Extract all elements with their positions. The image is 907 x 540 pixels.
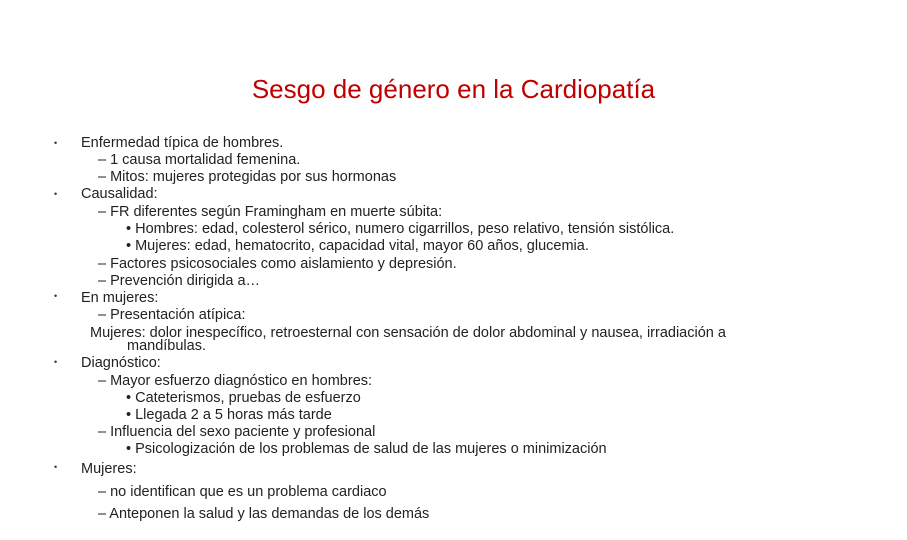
bullet-marker: • [54, 291, 58, 301]
bullet-marker: • [54, 138, 58, 148]
list-item: – Mayor esfuerzo diagnóstico en hombres: [98, 373, 373, 389]
list-item: – Factores psicosociales como aislamiento y depresión. [98, 256, 457, 272]
bullet-marker: • [54, 462, 58, 472]
list-item: Mujeres: dolor inespecífico, retroesternal con sensación de dolor abdominal y nausea, irradiación a [90, 325, 726, 341]
list-item: • Llegada 2 a 5 horas más tarde [126, 407, 332, 423]
slide-title: Sesgo de género en la Cardiopatía [251, 74, 656, 104]
list-item: • Cateterismos, pruebas de esfuerzo [126, 390, 361, 406]
list-item: – Influencia del sexo paciente y profesional [98, 424, 376, 440]
list-item: Diagnóstico: [81, 355, 161, 371]
list-item: – Presentación atípica: [98, 307, 246, 323]
list-item: – Anteponen la salud y las demandas de los demás [98, 506, 430, 522]
list-item: • Psicologización de los problemas de salud de las mujeres o minimización [126, 441, 607, 457]
list-item: • Hombres: edad, colesterol sérico, numero cigarrillos, peso relativo, tensión sistólica. [126, 221, 675, 237]
list-item: En mujeres: [81, 290, 159, 306]
list-item: Mujeres: [81, 461, 137, 477]
list-item: – no identifican que es un problema cardiaco [98, 484, 387, 500]
bullet-marker: • [54, 357, 58, 367]
list-item: – Prevención dirigida a… [98, 273, 261, 289]
list-item: – Mitos: mujeres protegidas por sus hormonas [98, 169, 397, 185]
list-item: Enfermedad típica de hombres. [81, 135, 284, 151]
list-item: mandíbulas. [127, 338, 206, 354]
bullet-marker: • [54, 189, 58, 199]
list-item: • Mujeres: edad, hematocrito, capacidad vital, mayor 60 años, glucemia. [126, 238, 589, 254]
list-item: – 1 causa mortalidad femenina. [98, 152, 301, 168]
list-item: Causalidad: [81, 186, 158, 202]
list-item: – FR diferentes según Framingham en muerte súbita: [98, 204, 443, 220]
